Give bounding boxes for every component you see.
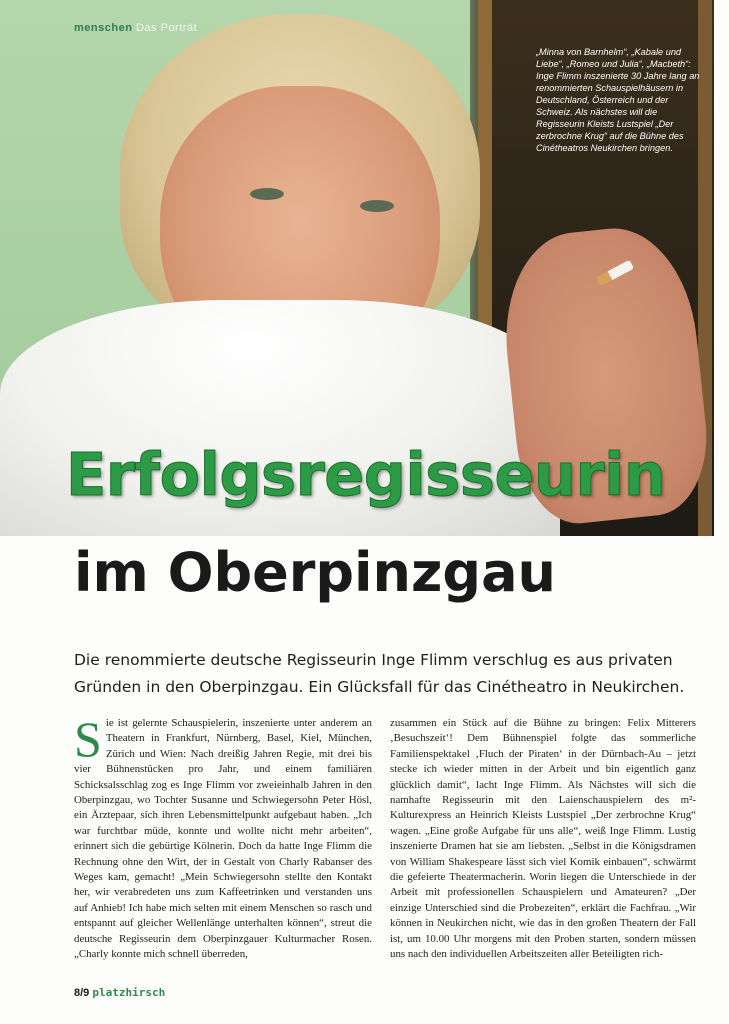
page-footer <box>74 986 165 999</box>
photo-caption: „Minna von Barnhelm“, „Kabale und Liebe“, „Romeo und Julia“, „Macbeth“: Inge Flimm inszenierte 30 Jahre lang an renommierten Schauspielhäusern in Deutschland, Österreich und der Schweiz. Als nächstes will die Regisseurin Kleists Lustspiel „Der zerbrochne Krug“ auf die Bühne des Cinétheatros Neukirchen bringen. <box>536 47 700 153</box>
photo-eye-right <box>360 200 394 212</box>
drop-cap: S <box>74 711 102 767</box>
body-column-1 <box>74 711 372 963</box>
section-category: menschen <box>74 22 133 34</box>
lead-paragraph: Die renommierte deutsche Regisseurin Inge Flimm verschlug es aus privaten Gründen in den Oberpinzgau. Ein Glücksfall für das Cinétheatro in Neukirchen. <box>74 651 685 696</box>
page-numbers: 8/9 <box>74 987 90 999</box>
body-column-2: zusammen ein Stück auf die Bühne zu bringen: Felix Mitterers ‚Besuchszeit‘! Dem Bühnenspiel folgte das sommerliche Familienspektakel ‚Fluch der Piraten‘ in der Dürnbach-Au – jetzt stecke ich wieder mitten in der Arbeit und bin eigentlich ganz glücklich damit“, lacht Inge Flimm. Als Nächstes will sich die namhafte Regisseurin mit den Laienschauspielern des m²-Kulturexpress an Heinrich Kleists Lustspiel „Der zerbrochne Krug“ wagen. „Eine große Aufgabe für uns alle“, weiß Inge Flimm. Lustig inszenierte Dramen hat sie am liebsten. „Selbst in die Königsdramen von William Shakespeare lässt sich viel Komik einbauen“, schwärmt die gefeierte Theatermacherin. Worin liegen die Unterschiede in der Arbeit mit professionellen Schauspielern und Amateuren? „Der einzige Unterschied sind die Probezeiten“, erklärt die Fachfrau. „Wir können in Neukirchen nicht, wie das in den großen Theatern der Fall ist, um 10.00 Uhr morgens mit den Proben starten, sondern müssen uns nach den individuellen Arbeitszeiten aller Beteiligten rich- <box>390 717 696 961</box>
body-column-1-text: ie ist gelernte Schauspielerin, inszenierte unter anderem an Theatern in Frankfurt, Nürnberg, Basel, Kiel, München, Zürich und Wien: Nach dreißig Jahren Regie, mit drei bis vier Bühnenstücken pro Jahr, und einem familiären Schicksalsschlag zog es Inge Flimm vor zweieinhalb Jahren in den Oberpinzgau, wo Tochter Susanne und Schwiegersohn Peter Hösl, ein Ärztepaar, sich ihren Lebensmittelpunkt aufgebaut haben. „Ich war furchtbar müde, konnte und wollte nicht mehr arbeiten“, erinnert sich die gebürtige Kölnerin. Doch da hatte Inge Flimm die Rechnung ohne den Wirt, der in Gestalt von Charly Rabanser des Weges kam, gemacht! „Mein Schwiegersohn stellte den Kontakt her, wir verabredeten uns zum Kaffeetrinken und verstanden uns auf Anhieb! Ich habe mich selten mit einem Menschen so rasch und entspannt auf gleicher Wellenlänge unterhalten können“, streut die deutsche Regisseurin dem Oberpinzgauer Kulturmacher Rosen. „Charly konnte mich schnell überreden, <box>74 717 372 961</box>
section-label <box>74 22 197 34</box>
photo-eye-left <box>250 188 284 200</box>
headline-line-2: im Oberpinzgau <box>74 541 556 604</box>
magazine-name: platzhirsch <box>92 986 166 999</box>
headline-line-1: Erfolgsregisseurin <box>66 440 666 509</box>
section-subcategory: Das Porträt <box>135 22 198 34</box>
